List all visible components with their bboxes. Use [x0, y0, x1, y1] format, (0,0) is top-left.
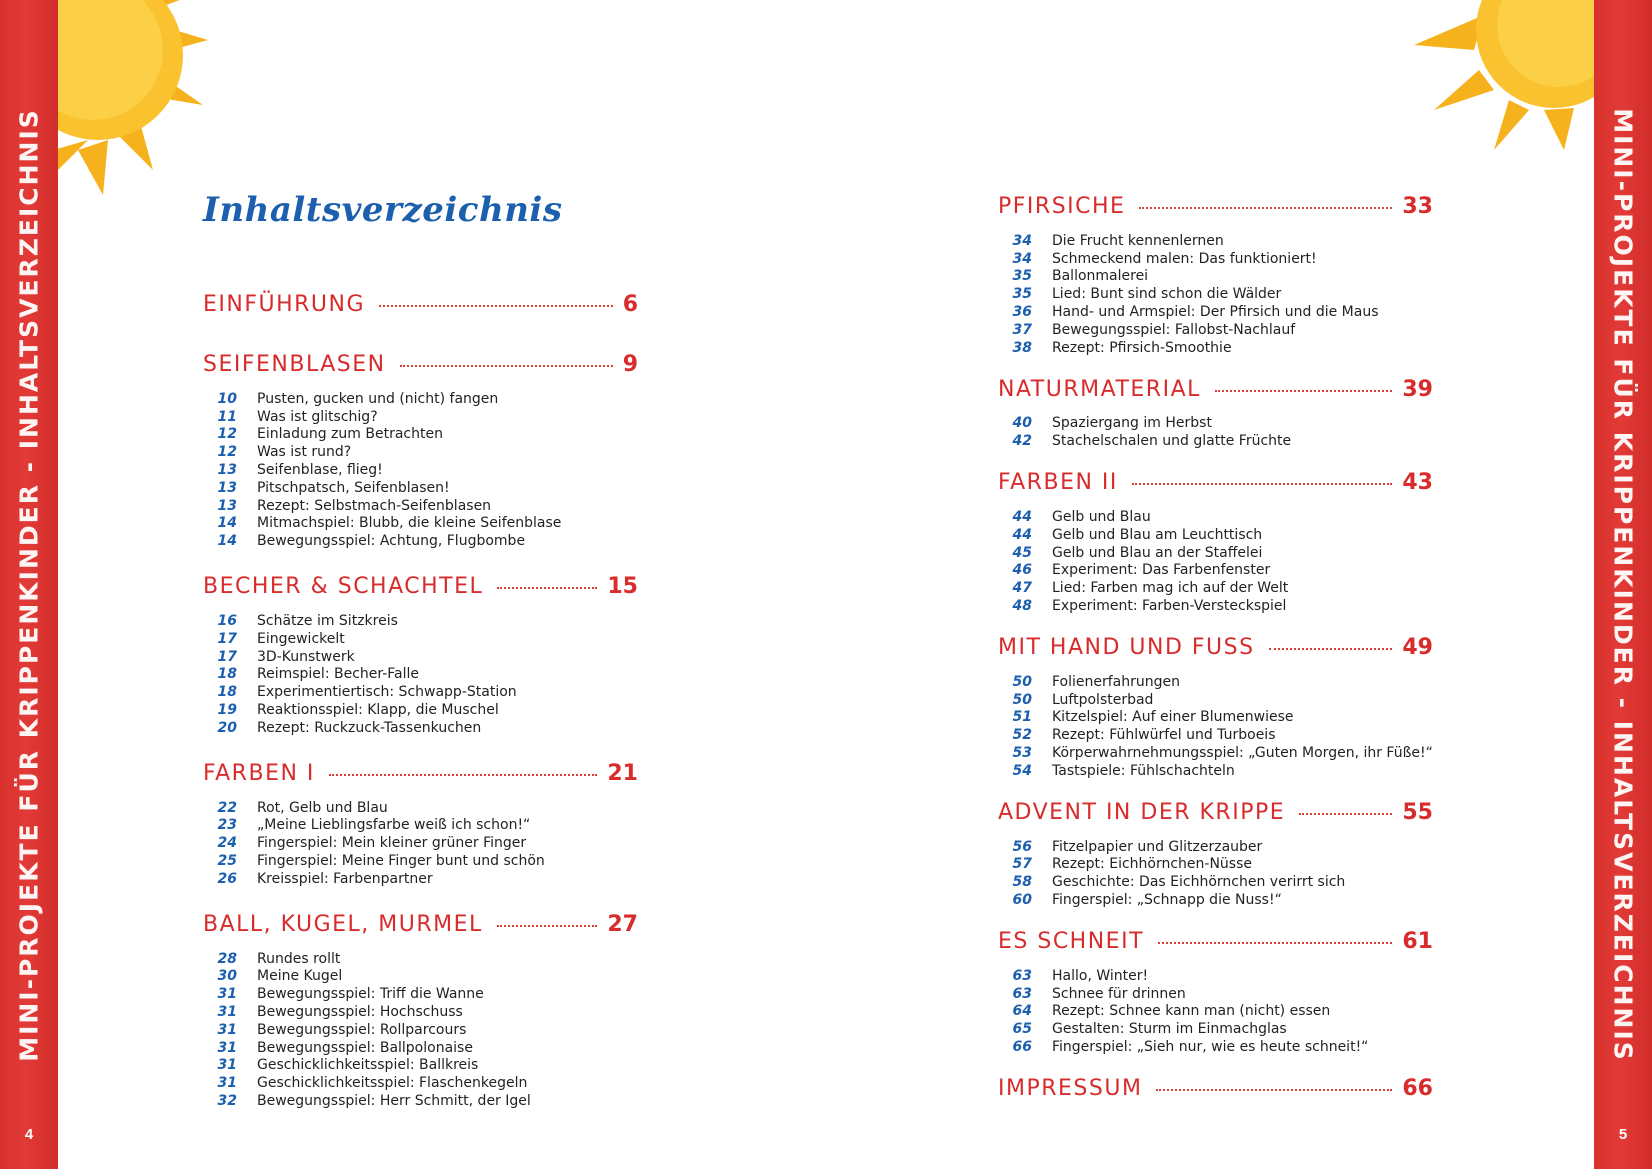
- entry-title: Pitschpatsch, Seifenblasen!: [257, 479, 450, 496]
- entry-page-number: 48: [1012, 598, 1032, 615]
- left-side-band: [0, 0, 58, 1169]
- dot-leader: [1215, 390, 1393, 392]
- toc-entry[interactable]: [998, 526, 1433, 544]
- section-item-list: [998, 838, 1433, 909]
- section-heading[interactable]: [998, 186, 1433, 230]
- toc-entry[interactable]: [203, 719, 638, 737]
- entry-title: Reimspiel: Becher-Falle: [257, 666, 420, 683]
- entry-page-number: 31: [217, 1057, 237, 1074]
- entry-page-number: 11: [217, 408, 237, 425]
- toc-entry[interactable]: [998, 1038, 1433, 1056]
- toc-entry[interactable]: [203, 701, 638, 719]
- left-band-text: MINI-PROJEKTE FÜR KRIPPENKINDER - INHALTSVERZEICHNIS: [14, 107, 44, 1062]
- right-page-number: 5: [1618, 1126, 1628, 1143]
- entry-page-number: 12: [217, 444, 237, 461]
- section-item-list: [998, 967, 1433, 1056]
- section-heading[interactable]: [998, 921, 1433, 965]
- entry-page-number: 36: [1012, 304, 1032, 321]
- entry-page-number: 63: [1012, 967, 1032, 984]
- dot-leader: [1269, 648, 1393, 650]
- toc-entry[interactable]: [998, 709, 1433, 727]
- toc-entry[interactable]: [203, 426, 638, 444]
- toc-entry[interactable]: [203, 1021, 638, 1039]
- dot-leader: [1156, 1089, 1392, 1091]
- toc-entry[interactable]: [998, 415, 1433, 433]
- section-title: PFIRSICHE: [998, 194, 1126, 219]
- dot-leader: [329, 774, 597, 776]
- toc-entry[interactable]: [998, 597, 1433, 615]
- entry-title: Rezept: Pfirsich-Smoothie: [1052, 339, 1232, 356]
- entry-page-number: 18: [217, 684, 237, 701]
- entry-title: Rundes rollt: [257, 950, 341, 967]
- entry-title: Fingerspiel: „Schnapp die Nuss!“: [1052, 892, 1282, 909]
- entry-title: Die Frucht kennenlernen: [1052, 232, 1224, 249]
- toc-entry[interactable]: [203, 443, 638, 461]
- toc-section: [998, 627, 1433, 780]
- dot-leader: [1139, 207, 1392, 209]
- entry-page-number: 54: [1012, 762, 1032, 779]
- entry-page-number: 17: [217, 648, 237, 665]
- toc-entry[interactable]: [998, 673, 1433, 691]
- toc-entry[interactable]: [203, 950, 638, 968]
- toc-section: [998, 1068, 1433, 1112]
- toc-entry[interactable]: [998, 432, 1433, 450]
- entry-title: Stachelschalen und glatte Früchte: [1052, 433, 1292, 450]
- section-title: SEIFENBLASEN: [203, 352, 386, 377]
- dot-leader: [1299, 813, 1392, 815]
- entry-title: Spaziergang im Herbst: [1052, 415, 1212, 432]
- entry-page-number: 35: [1012, 268, 1032, 285]
- entry-title: Rezept: Fühlwürfel und Turboeis: [1052, 727, 1276, 744]
- section-item-list: [998, 673, 1433, 780]
- toc-entry[interactable]: [998, 856, 1433, 874]
- entry-title: Experimentiertisch: Schwapp-Station: [257, 684, 517, 701]
- sun-right-illustration: [1414, 0, 1594, 150]
- toc-entry[interactable]: [998, 873, 1433, 891]
- entry-page-number: 52: [1012, 727, 1032, 744]
- entry-page-number: 34: [1012, 232, 1032, 249]
- toc-right-column: [998, 186, 1433, 1124]
- entry-title: Schmeckend malen: Das funktioniert!: [1052, 250, 1317, 267]
- entry-title: Gelb und Blau an der Staffelei: [1052, 544, 1263, 561]
- toc-entry[interactable]: [203, 985, 638, 1003]
- toc-entry[interactable]: [203, 408, 638, 426]
- toc-entry[interactable]: [998, 232, 1433, 250]
- entry-title: Hallo, Winter!: [1052, 967, 1149, 984]
- page-title: Inhaltsverzeichnis: [203, 190, 563, 230]
- section-item-list: [203, 612, 638, 737]
- entry-page-number: 42: [1012, 433, 1032, 450]
- entry-title: Geschicklichkeitsspiel: Flaschenkegeln: [257, 1075, 528, 1092]
- toc-entry[interactable]: [998, 1020, 1433, 1038]
- entry-title: Eingewickelt: [257, 630, 345, 647]
- section-heading[interactable]: [998, 1068, 1433, 1112]
- entry-title: Gelb und Blau am Leuchttisch: [1052, 526, 1263, 543]
- entry-page-number: 26: [217, 870, 237, 887]
- section-title: ADVENT IN DER KRIPPE: [998, 799, 1286, 825]
- entry-page-number: 24: [217, 835, 237, 852]
- section-item-list: [203, 799, 638, 888]
- section-title: MIT HAND UND FUSS: [998, 634, 1255, 660]
- toc-entry[interactable]: [998, 508, 1433, 526]
- entry-page-number: 40: [1012, 415, 1032, 432]
- toc-entry[interactable]: [998, 726, 1433, 744]
- entry-page-number: 65: [1012, 1021, 1032, 1038]
- entry-title: Bewegungsspiel: Rollparcours: [257, 1021, 467, 1038]
- entry-page-number: 50: [1012, 673, 1032, 690]
- entry-page-number: 37: [1012, 321, 1032, 338]
- toc-entry[interactable]: [998, 967, 1433, 985]
- toc-section: [203, 344, 638, 550]
- entry-title: Rezept: Schnee kann man (nicht) essen: [1052, 1003, 1331, 1020]
- toc-entry[interactable]: [203, 532, 638, 550]
- entry-page-number: 13: [217, 462, 237, 479]
- entry-title: Lied: Bunt sind schon die Wälder: [1052, 286, 1282, 303]
- entry-page-number: 31: [217, 986, 237, 1003]
- section-page-number: 49: [1402, 634, 1433, 660]
- section-page-number: 39: [1402, 376, 1433, 402]
- entry-title: 3D-Kunstwerk: [257, 648, 355, 665]
- section-title: EINFÜHRUNG: [203, 292, 366, 317]
- entry-title: Folienerfahrungen: [1052, 673, 1181, 690]
- section-heading[interactable]: [203, 904, 638, 948]
- entry-page-number: 44: [1012, 526, 1032, 543]
- entry-page-number: 31: [217, 1039, 237, 1056]
- entry-title: Schnee für drinnen: [1052, 985, 1186, 1002]
- toc-entry[interactable]: [203, 683, 638, 701]
- sun-left-illustration: [58, 0, 208, 210]
- toc-entry[interactable]: [203, 612, 638, 630]
- entry-page-number: 16: [217, 613, 237, 630]
- entry-title: Rezept: Ruckzuck-Tassenkuchen: [257, 719, 482, 736]
- toc-entry[interactable]: [203, 799, 638, 817]
- toc-entry[interactable]: [203, 1074, 638, 1092]
- entry-page-number: 12: [217, 426, 237, 443]
- toc-entry[interactable]: [203, 817, 638, 835]
- entry-title: Experiment: Das Farbenfenster: [1052, 562, 1271, 579]
- toc-entry[interactable]: [203, 1057, 638, 1075]
- toc-section: [998, 921, 1433, 1056]
- section-page-number: 21: [607, 760, 638, 786]
- entry-page-number: 18: [217, 666, 237, 683]
- toc-entry[interactable]: [203, 1003, 638, 1021]
- toc-section: [203, 566, 638, 737]
- section-page-number: 66: [1402, 1075, 1433, 1101]
- toc-entry[interactable]: [998, 544, 1433, 562]
- entry-title: Ballonmalerei: [1052, 268, 1149, 285]
- entry-title: Bewegungsspiel: Ballpolonaise: [257, 1039, 473, 1056]
- entry-title: Luftpolsterbad: [1052, 691, 1154, 708]
- entry-title: Meine Kugel: [257, 968, 343, 985]
- toc-entry[interactable]: [998, 744, 1433, 762]
- section-item-list: [998, 415, 1433, 451]
- toc-entry[interactable]: [203, 852, 638, 870]
- section-heading[interactable]: [998, 369, 1433, 413]
- section-page-number: 27: [607, 911, 638, 937]
- toc-entry[interactable]: [998, 321, 1433, 339]
- entry-page-number: 14: [217, 533, 237, 550]
- entry-title: Fingerspiel: Mein kleiner grüner Finger: [257, 835, 527, 852]
- entry-title: Gelb und Blau: [1052, 509, 1151, 526]
- toc-entry[interactable]: [998, 985, 1433, 1003]
- entry-page-number: 23: [217, 817, 237, 834]
- section-heading[interactable]: [203, 344, 638, 388]
- dot-leader: [379, 305, 613, 307]
- toc-section: [203, 904, 638, 1110]
- toc-entry[interactable]: [998, 285, 1433, 303]
- section-title: ES SCHNEIT: [998, 928, 1145, 954]
- entry-title: Mitmachspiel: Blubb, die kleine Seifenblase: [257, 515, 562, 532]
- toc-section: [203, 284, 638, 328]
- entry-title: Was ist rund?: [257, 444, 352, 461]
- entry-page-number: 20: [217, 719, 237, 736]
- entry-title: Fingerspiel: „Sieh nur, wie es heute schneit!“: [1052, 1039, 1369, 1055]
- entry-title: Experiment: Farben-Versteckspiel: [1052, 598, 1287, 615]
- entry-page-number: 13: [217, 497, 237, 514]
- toc-entry[interactable]: [998, 339, 1433, 357]
- entry-title: Geschichte: Das Eichhörnchen verirrt sich: [1052, 874, 1346, 891]
- section-title: NATURMATERIAL: [998, 376, 1201, 402]
- section-page-number: 15: [607, 574, 638, 600]
- section-heading[interactable]: [203, 566, 638, 610]
- toc-entry[interactable]: [203, 630, 638, 648]
- entry-title: „Meine Lieblingsfarbe weiß ich schon!“: [257, 817, 531, 834]
- toc-entry[interactable]: [203, 666, 638, 684]
- entry-page-number: 57: [1012, 856, 1032, 873]
- entry-title: Körperwahrnehmungsspiel: „Guten Morgen, ihr Füße!“: [1052, 745, 1433, 762]
- entry-page-number: 13: [217, 479, 237, 496]
- toc-entry[interactable]: [998, 562, 1433, 580]
- entry-title: Lied: Farben mag ich auf der Welt: [1052, 580, 1289, 597]
- entry-page-number: 51: [1012, 709, 1032, 726]
- section-page-number: 6: [622, 292, 638, 317]
- entry-title: Fitzelpapier und Glitzerzauber: [1052, 838, 1263, 855]
- entry-page-number: 56: [1012, 838, 1032, 855]
- dot-leader: [497, 587, 597, 589]
- toc-section: [998, 792, 1433, 909]
- section-item-list: [203, 390, 638, 550]
- toc-entry[interactable]: [203, 648, 638, 666]
- entry-title: Rot, Gelb und Blau: [257, 799, 388, 816]
- section-heading[interactable]: [203, 753, 638, 797]
- toc-left-column: [203, 284, 638, 1126]
- entry-page-number: 34: [1012, 250, 1032, 267]
- entry-page-number: 45: [1012, 544, 1032, 561]
- toc-entry[interactable]: [998, 579, 1433, 597]
- entry-title: Reaktionsspiel: Klapp, die Muschel: [257, 702, 499, 719]
- entry-page-number: 64: [1012, 1003, 1032, 1020]
- section-title: FARBEN I: [203, 760, 315, 786]
- dot-leader: [497, 925, 598, 927]
- section-page-number: 55: [1402, 799, 1433, 825]
- toc-entry[interactable]: [998, 1003, 1433, 1021]
- entry-title: Gestalten: Sturm im Einmachglas: [1052, 1021, 1287, 1038]
- section-item-list: [203, 950, 638, 1110]
- entry-title: Hand- und Armspiel: Der Pfirsich und die Maus: [1052, 304, 1379, 321]
- entry-page-number: 31: [217, 1075, 237, 1092]
- right-band-text: MINI-PROJEKTE FÜR KRIPPENKINDER - INHALTSVERZEICHNIS: [1608, 107, 1638, 1062]
- entry-page-number: 32: [217, 1093, 237, 1109]
- entry-page-number: 66: [1012, 1039, 1032, 1055]
- entry-title: Bewegungsspiel: Fallobst-Nachlauf: [1052, 321, 1296, 338]
- entry-title: Bewegungsspiel: Hochschuss: [257, 1004, 463, 1021]
- entry-page-number: 30: [217, 968, 237, 985]
- entry-title: Bewegungsspiel: Herr Schmitt, der Igel: [257, 1093, 531, 1109]
- entry-page-number: 25: [217, 853, 237, 870]
- toc-entry[interactable]: [203, 834, 638, 852]
- entry-page-number: 17: [217, 630, 237, 647]
- entry-page-number: 31: [217, 1004, 237, 1021]
- toc-entry[interactable]: [203, 515, 638, 533]
- entry-page-number: 58: [1012, 874, 1032, 891]
- section-title: BALL, KUGEL, MURMEL: [203, 911, 483, 937]
- toc-entry[interactable]: [203, 461, 638, 479]
- section-item-list: [998, 232, 1433, 357]
- entry-title: Geschicklichkeitsspiel: Ballkreis: [257, 1057, 479, 1074]
- toc-entry[interactable]: [998, 303, 1433, 321]
- toc-entry[interactable]: [203, 968, 638, 986]
- toc-entry[interactable]: [203, 479, 638, 497]
- section-heading[interactable]: [203, 284, 638, 328]
- section-heading[interactable]: [998, 792, 1433, 836]
- entry-page-number: 50: [1012, 691, 1032, 708]
- section-page-number: 43: [1402, 470, 1433, 496]
- entry-title: Rezept: Eichhörnchen-Nüsse: [1052, 856, 1252, 873]
- entry-page-number: 28: [217, 950, 237, 967]
- toc-entry[interactable]: [998, 762, 1433, 780]
- entry-title: Seifenblase, flieg!: [257, 462, 383, 479]
- section-item-list: [998, 508, 1433, 615]
- left-page-number: 4: [24, 1126, 34, 1143]
- entry-page-number: 46: [1012, 562, 1032, 579]
- toc-entry[interactable]: [998, 838, 1433, 856]
- section-heading[interactable]: [998, 627, 1433, 671]
- section-page-number: 61: [1402, 928, 1433, 954]
- entry-title: Fingerspiel: Meine Finger bunt und schön: [257, 853, 545, 870]
- entry-title: Pusten, gucken und (nicht) fangen: [257, 390, 499, 407]
- entry-page-number: 19: [217, 702, 237, 719]
- section-heading[interactable]: [998, 462, 1433, 506]
- entry-page-number: 35: [1012, 286, 1032, 303]
- toc-section: [998, 369, 1433, 451]
- toc-entry[interactable]: [203, 390, 638, 408]
- entry-title: Einladung zum Betrachten: [257, 426, 443, 443]
- entry-page-number: 47: [1012, 580, 1032, 597]
- entry-page-number: 14: [217, 515, 237, 532]
- right-side-band: [1594, 0, 1652, 1169]
- toc-section: [998, 186, 1433, 357]
- toc-entry[interactable]: [203, 497, 638, 515]
- toc-entry[interactable]: [998, 891, 1433, 909]
- section-title: FARBEN II: [998, 470, 1118, 496]
- entry-page-number: 60: [1012, 892, 1032, 909]
- toc-entry[interactable]: [998, 268, 1433, 286]
- entry-page-number: 53: [1012, 745, 1032, 762]
- entry-page-number: 38: [1012, 339, 1032, 356]
- entry-title: Tastspiele: Fühlschachteln: [1052, 762, 1235, 779]
- entry-page-number: 63: [1012, 985, 1032, 1002]
- entry-page-number: 22: [217, 799, 237, 816]
- entry-page-number: 31: [217, 1021, 237, 1038]
- dot-leader: [1158, 942, 1392, 944]
- dot-leader: [400, 365, 613, 367]
- section-title: IMPRESSUM: [998, 1075, 1143, 1101]
- toc-entry[interactable]: [998, 691, 1433, 709]
- entry-title: Bewegungsspiel: Triff die Wanne: [257, 986, 484, 1003]
- entry-title: Kitzelspiel: Auf einer Blumenwiese: [1052, 709, 1294, 726]
- toc-entry[interactable]: [203, 1039, 638, 1057]
- entry-title: Was ist glitschig?: [257, 408, 378, 425]
- toc-entry[interactable]: [203, 870, 638, 888]
- entry-title: Kreisspiel: Farbenpartner: [257, 870, 433, 887]
- entry-title: Bewegungsspiel: Achtung, Flugbombe: [257, 533, 526, 550]
- entry-page-number: 10: [217, 390, 237, 407]
- entry-title: Schätze im Sitzkreis: [257, 613, 398, 630]
- entry-page-number: 44: [1012, 509, 1032, 526]
- entry-title: Rezept: Selbstmach-Seifenblasen: [257, 497, 492, 514]
- toc-entry[interactable]: [203, 1092, 638, 1110]
- section-page-number: 33: [1402, 194, 1433, 219]
- toc-section: [203, 753, 638, 888]
- dot-leader: [1132, 483, 1392, 485]
- section-title: BECHER & SCHACHTEL: [203, 574, 484, 600]
- section-page-number: 9: [622, 352, 638, 377]
- toc-section: [998, 462, 1433, 615]
- toc-entry[interactable]: [998, 250, 1433, 268]
